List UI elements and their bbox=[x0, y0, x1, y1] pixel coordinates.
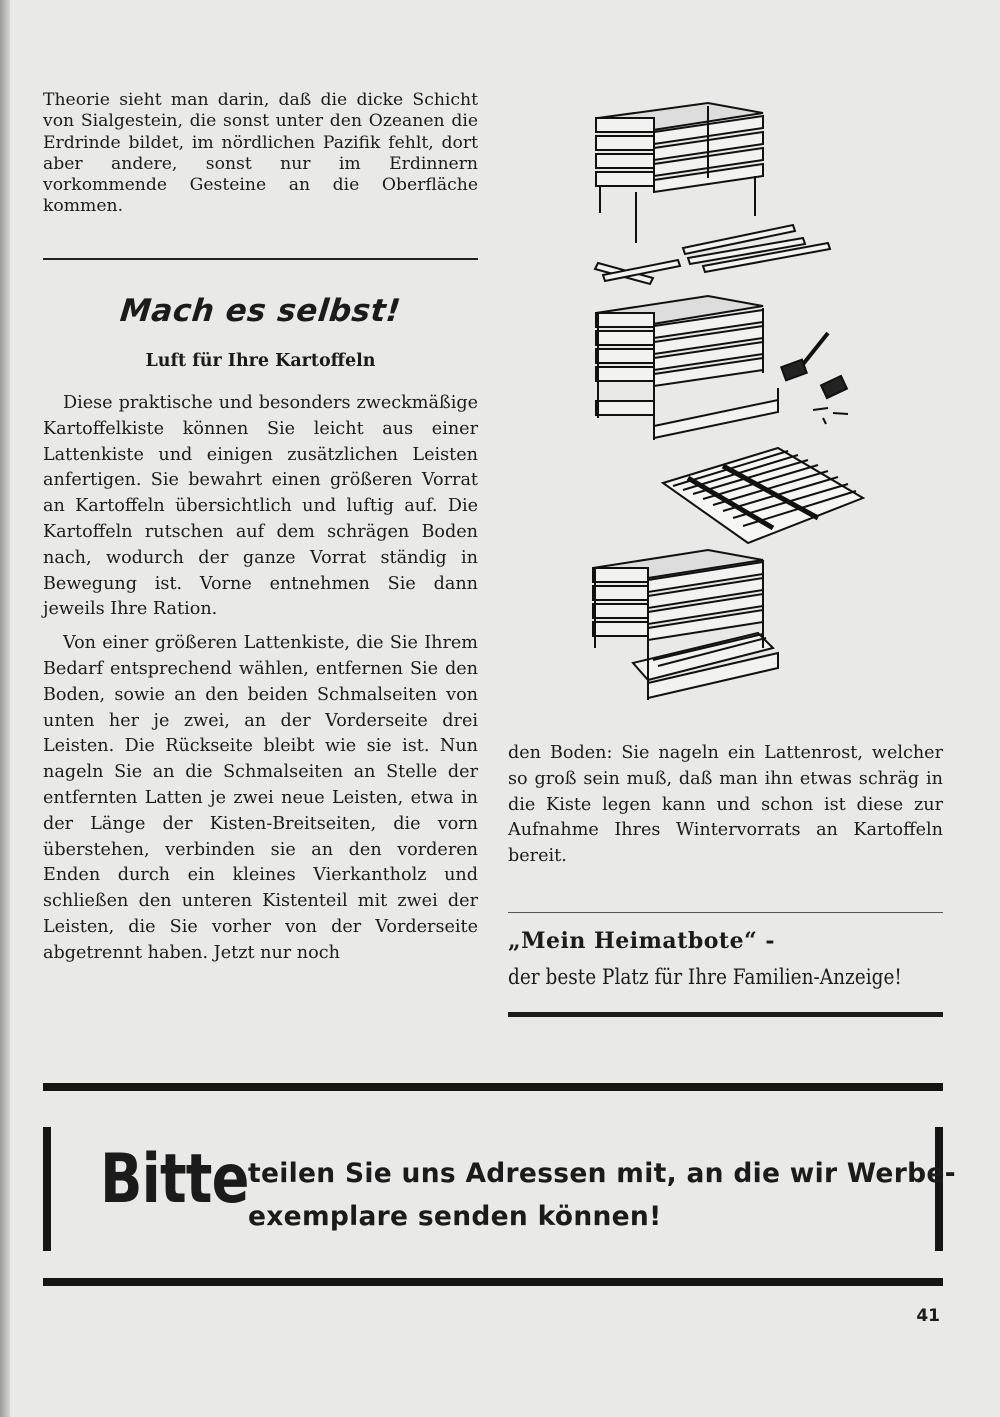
article-title: Mach es selbst! bbox=[118, 293, 403, 329]
banner-keyword: Bitte bbox=[100, 1140, 249, 1219]
article-continuation: den Boden: Sie nageln ein Lattenrost, welcher so groß sein muß, daß man ihn etwas schräg in die Kiste legen kann und schon ist diese zur Aufnahme Ihres Wintervorrats an Kartoffeln bereit. bbox=[508, 743, 943, 867]
banner-line-1: teilen Sie uns Adressen mit, an die wir Werbe- bbox=[248, 1158, 956, 1189]
banner-line-2: exemplare senden können! bbox=[248, 1201, 662, 1232]
ad-divider-top bbox=[508, 912, 943, 913]
article-subtitle: Luft für Ihre Kartoffeln bbox=[145, 351, 376, 371]
ad-subtitle: der beste Platz für Ihre Familien-Anzeige! bbox=[508, 965, 902, 990]
article-body-left bbox=[43, 391, 478, 967]
page-number: 41 bbox=[916, 1306, 940, 1326]
crate-step-4 bbox=[593, 550, 778, 700]
crate-step-1 bbox=[595, 103, 830, 284]
page-binding-edge bbox=[0, 0, 10, 1417]
banner-bar-left bbox=[43, 1127, 51, 1251]
banner-rule-bottom bbox=[43, 1278, 943, 1286]
section-divider bbox=[43, 258, 478, 260]
article-paragraph-1: Diese praktische und besonders zweckmäßige Kartoffelkiste können Sie leicht aus einer Lattenkiste und einigen zusätzlichen Leisten anfertigen. Sie bewahrt einen größeren Vorrat an Kartoffeln übersichtlich und luftig auf. Die Kartoffeln rutschen auf dem schrägen Boden nach, wodurch der ganze Vorrat ständig in Bewegung ist. Vorne entnehmen Sie dann jeweils Ihre Ration. bbox=[43, 393, 478, 620]
ad-title: „Mein Heimatbote“ - bbox=[508, 928, 776, 954]
article-paragraph-2: Von einer größeren Lattenkiste, die Sie Ihrem Bedarf entsprechend wählen, entfernen Sie den Boden, sowie an den beiden Schmalseiten von unten her je zwei, an der Vorderseite drei Leisten. Die Rückseite bleibt wie sie ist. Nun nageln Sie an die Schmalseiten an Stelle der entfernten Latten je zwei neue Leisten, etwa in der Länge der Kisten-Breitseiten, die vorn überstehen, verbinden sie an den vorderen Enden durch ein kleines Vierkantholz und schließen den unteren Kistenteil mit zwei der Leisten, die Sie vorher von der Vorderseite abgetrennt haben. Jetzt nur noch bbox=[43, 633, 478, 963]
ad-divider-bottom bbox=[508, 1012, 943, 1017]
intro-paragraph: Theorie sieht man darin, daß die dicke Schicht von Sialgestein, die sonst unter den Ozeanen die Erdrinde bildet, im nördlichen Pazifik fehlt, dort aber andere, sonst nur im Erdinnern vorkommende Gesteine an die Oberfläche kommen. bbox=[43, 90, 478, 217]
crate-step-3-grid bbox=[663, 448, 863, 543]
banner-text bbox=[248, 1152, 956, 1238]
crate-assembly-illustration bbox=[578, 88, 868, 728]
crate-step-2 bbox=[596, 296, 848, 440]
banner-rule-top bbox=[43, 1083, 943, 1091]
